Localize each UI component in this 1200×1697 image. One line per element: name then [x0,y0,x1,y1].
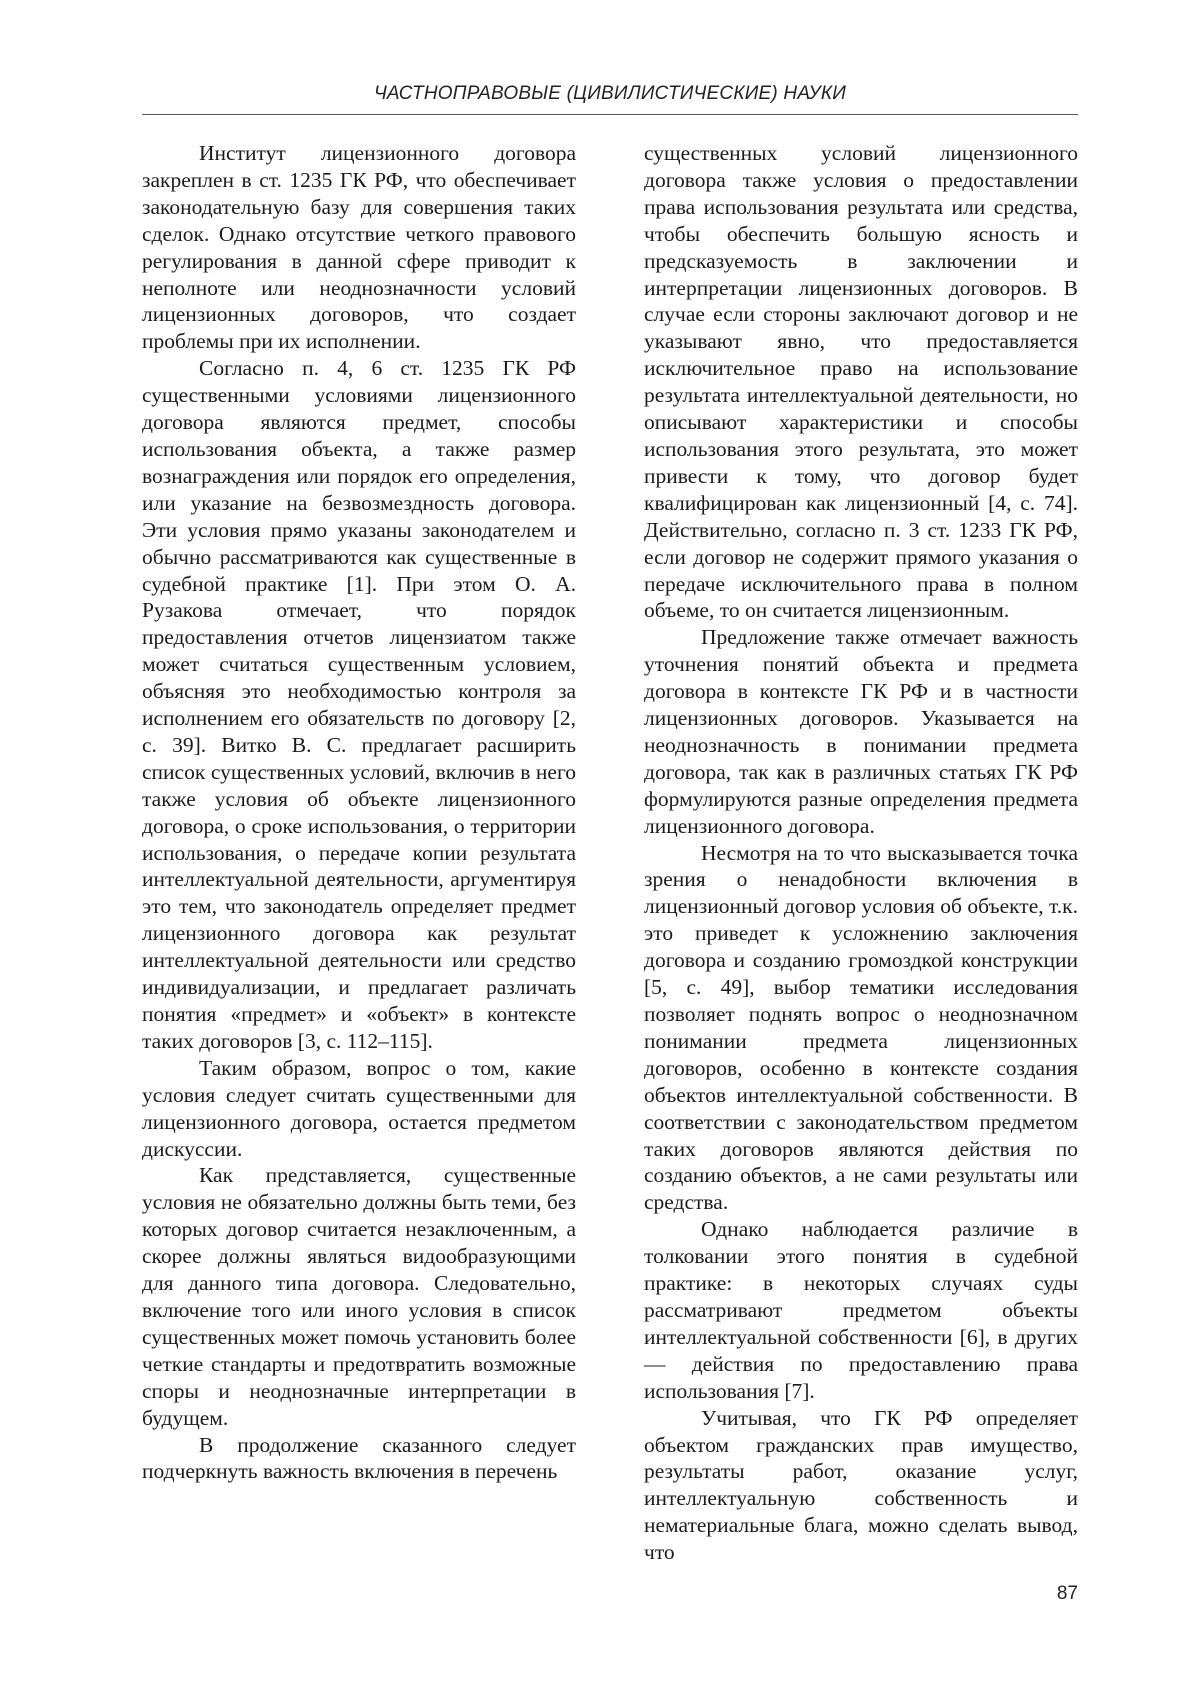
page-number: 87 [1056,1583,1078,1604]
header-rule [142,114,1078,115]
paragraph: В продолжение сказанного следует подчеркнуть важность включения в перечень [142,1432,576,1484]
paragraph: Предложение также отмечает важность уточнения понятий объекта и предмета договора в контексте ГК РФ и в частности лицензионных договоров. Указывается на неоднозначность в понимании предмета договора, так как в различных статьях ГК РФ формулируются разные определения предмета лицензионного договора. [644,625,1078,838]
paragraph: Как представляется, существенные условия не обязательно должны быть теми, без которых договор считается незаключенным, а скорее должны являться видообразующими для данного типа договора. Следовательно, включение того или иного условия в список существенных может помочь установить более четкие стандарты и предотвратить возможные споры и неоднозначные интерпретации в будущем. [142,1163,576,1430]
paragraph: Институт лицензионного договора закреплен в ст. 1235 ГК РФ, что обеспечивает законодательную базу для совершения таких сделок. Однако отсутствие четкого правового регулирования в данной сфере приводит к неполноте или неоднозначности условий лицензионных договоров, что создает проблемы при их исполнении. [142,141,576,354]
paragraph: Таким образом, вопрос о том, какие условия следует считать существенными для лицензионного договора, остается предметом дискуссии. [142,1055,576,1161]
paragraph: Однако наблюдается различие в толковании этого понятия в судебной практике: в некоторых случаях суды рассматривают предметом объекты интеллектуальной собственности [6], в других — действия по предоставлению права использования [7]. [644,1217,1078,1403]
right-column [644,140,1078,1566]
left-column [142,140,576,1485]
paragraph: Несмотря на то что высказывается точка зрения о ненадобности включения в лицензионный договор условия об объекте, т.к. это приведет к усложнению заключения договора и созданию громоздкой конструкции [5, с. 49], выбор тематики исследования позволяет поднять вопрос о неоднозначном понимании предмета лицензионных договоров, особенно в контексте создания объектов интеллектуальной собственности. В соответствии с законодательством предметом таких договоров являются действия по созданию объектов, а не сами результаты или средства. [644,840,1078,1215]
paragraph-continuation: существенных условий лицензионного договора также условия о предоставлении права использования результата или средства, чтобы обеспечить большую ясность и предсказуемость в заключении и интерпретации лицензионных договоров. В случае если стороны заключают договор и не указывают явно, что предоставляется исключительное право на использование результата интеллектуальной деятельности, но описывают характеристики и способы использования этого результата, это может привести к тому, что договор будет квалифицирован как лицензионный [4, с. 74]. Действительно, согласно п. 3 ст. 1233 ГК РФ, если договор не содержит прямого указания о передаче исключительного права в полном объеме, то он считается лицензионным. [644,141,1078,623]
paragraph: Согласно п. 4, 6 ст. 1235 ГК РФ существенными условиями лицензионного договора являются предмет, способы использования объекта, а также размер вознаграждения или порядок его определения, или указание на безвозмездность договора. Эти условия прямо указаны законодателем и обычно рассматриваются как существенные в судебной практике [1]. При этом О. А. Рузакова отмечает, что порядок предоставления отчетов лицензиатом также может считаться существенным условием, объясняя это необходимостью контроля за исполнением его обязательств по договору [2, с. 39]. Витко В. С. предлагает расширить список существенных условий, включив в него также условия об объекте лицензионного договора, о сроке использования, о территории использования, о передаче копии результата интеллектуальной деятельности, аргументируя это тем, что законодатель определяет предмет лицензионного договора как результат интеллектуальной деятельности или средство индивидуализации, и предлагает различать понятия «предмет» и «объект» в контексте таких договоров [3, с. 112–115]. [142,356,576,1053]
running-header: ЧАСТНОПРАВОВЫЕ (ЦИВИЛИСТИЧЕСКИЕ) НАУКИ [373,83,847,104]
paragraph: Учитывая, что ГК РФ определяет объектом гражданских прав имущество, результаты работ, оказание услуг, интеллектуальную собственность и нематериальные блага, можно сделать вывод, что [644,1405,1078,1565]
